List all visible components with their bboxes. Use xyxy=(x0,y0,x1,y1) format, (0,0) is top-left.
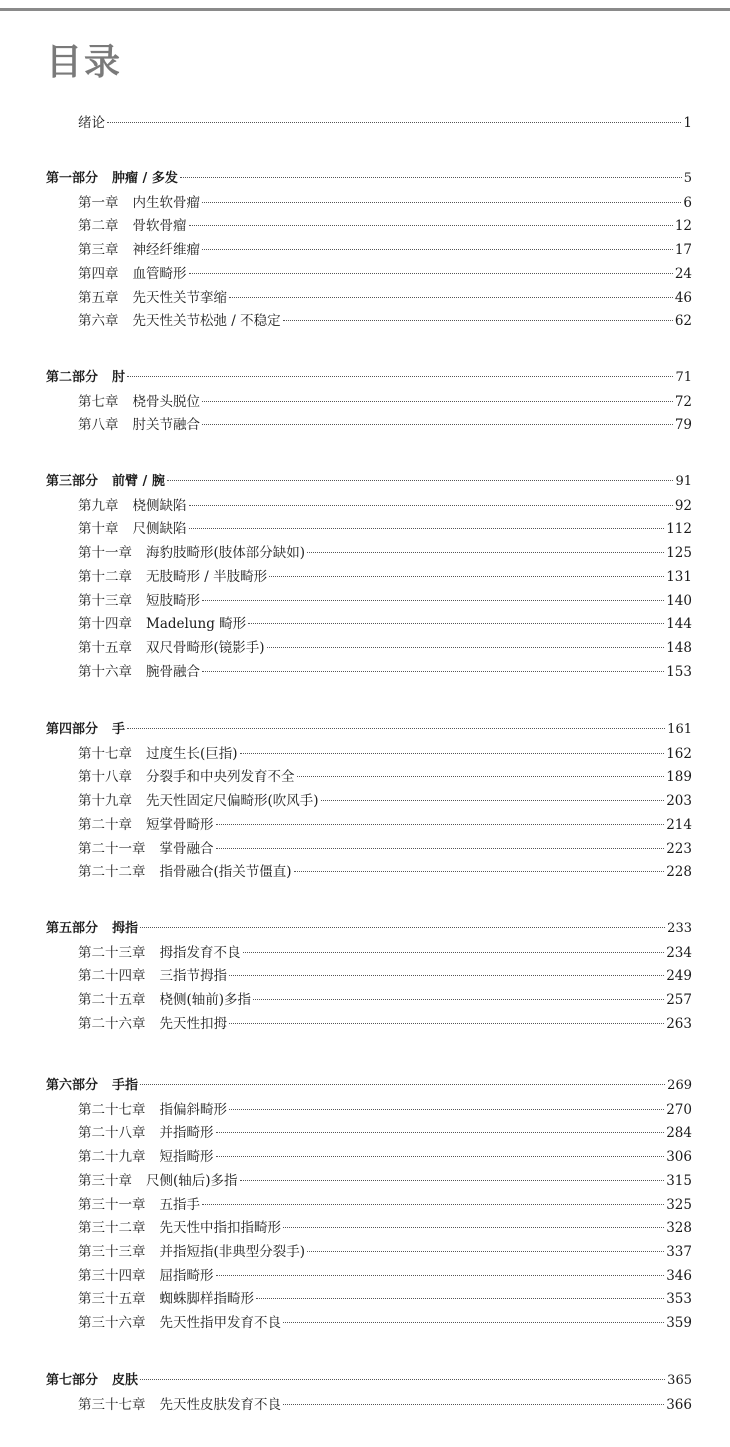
leader-dots xyxy=(307,1251,664,1252)
chapter-number: 第三十二章 xyxy=(78,1220,146,1237)
chapter-title: 海豹肢畸形(肢体部分缺如) xyxy=(146,545,306,562)
leader-dots xyxy=(202,1204,664,1205)
chapter-title: 分裂手和中央列发育不全 xyxy=(146,769,295,786)
chapter-number: 第八章 xyxy=(78,417,119,434)
leader-dots xyxy=(283,1227,664,1228)
leader-dots xyxy=(140,1379,665,1380)
chapter-title: 短肢畸形 xyxy=(146,592,200,609)
toc-chapter-entry[interactable] xyxy=(78,1217,692,1239)
part-number: 第六部分 xyxy=(46,1078,99,1093)
chapter-number: 第十六章 xyxy=(78,663,132,680)
toc-chapter-entry[interactable] xyxy=(78,1394,692,1416)
leader-dots xyxy=(248,623,664,624)
toc-part-5[interactable] xyxy=(46,918,692,940)
leader-dots xyxy=(167,480,674,481)
chapter-title: 先天性扣拇 xyxy=(159,1015,227,1032)
chapter-title: 桡侧缺陷 xyxy=(132,497,187,514)
leader-dots xyxy=(107,122,681,123)
leader-dots xyxy=(127,376,673,377)
page-title: 目录 xyxy=(46,42,123,83)
toc-chapter-entry[interactable] xyxy=(78,1013,692,1035)
chapter-number: 第二十六章 xyxy=(78,1015,146,1032)
leader-dots xyxy=(127,728,665,729)
chapter-number: 第三十三章 xyxy=(78,1243,146,1260)
leader-dots xyxy=(240,1180,665,1181)
leader-dots xyxy=(283,1404,664,1405)
part-title: 拇指 xyxy=(112,921,139,936)
chapter-title: 内生软骨瘤 xyxy=(132,194,200,211)
chapter-title: 短掌骨畸形 xyxy=(146,816,214,833)
part-number: 第七部分 xyxy=(46,1373,99,1388)
part-page: 71 xyxy=(675,370,692,385)
leader-dots xyxy=(321,800,665,801)
part-number: 第四部分 xyxy=(46,722,99,737)
chapter-page: 189 xyxy=(666,769,692,786)
chapter-number: 第三章 xyxy=(78,242,119,259)
chapter-title: 先天性关节松弛 / 不稳定 xyxy=(132,313,281,330)
toc-part-2[interactable] xyxy=(46,367,692,389)
chapter-title: 并指短指(非典型分裂手) xyxy=(159,1243,306,1260)
toc-chapter-entry[interactable] xyxy=(78,637,692,659)
part-page: 91 xyxy=(675,474,692,489)
leader-dots xyxy=(216,1275,665,1276)
chapter-page: 270 xyxy=(666,1101,692,1118)
chapter-page: 346 xyxy=(666,1267,692,1284)
chapter-title: 掌骨融合 xyxy=(159,840,214,857)
chapter-number: 第二十九章 xyxy=(78,1149,146,1166)
chapter-page: 306 xyxy=(666,1149,692,1166)
chapter-title: 无肢畸形 / 半肢畸形 xyxy=(146,568,268,585)
toc-chapter-entry[interactable] xyxy=(78,1170,692,1192)
chapter-title: 骨软骨瘤 xyxy=(132,218,187,235)
toc-chapter-entry[interactable] xyxy=(78,287,692,309)
toc-chapter-entry[interactable] xyxy=(78,590,692,612)
chapter-title: 腕骨融合 xyxy=(146,663,200,680)
chapter-title: 拇指发育不良 xyxy=(159,944,241,961)
part-title: 肿瘤 / 多发 xyxy=(112,171,178,186)
toc-entry-intro[interactable] xyxy=(78,112,692,134)
leader-dots xyxy=(202,424,673,425)
chapter-number: 第三十一章 xyxy=(78,1196,146,1213)
toc-chapter-entry[interactable] xyxy=(78,192,692,214)
chapter-page: 131 xyxy=(666,568,692,585)
chapter-title: Madelung 畸形 xyxy=(146,616,247,633)
chapter-page: 140 xyxy=(666,592,692,609)
leader-dots xyxy=(140,1084,665,1085)
leader-dots xyxy=(229,1023,664,1024)
chapter-page: 144 xyxy=(666,616,692,633)
chapter-page: 234 xyxy=(666,944,692,961)
leader-dots xyxy=(283,320,673,321)
toc-chapter-entry[interactable] xyxy=(78,566,692,588)
chapter-number: 第五章 xyxy=(78,289,119,306)
chapter-title: 蜘蛛脚样指畸形 xyxy=(159,1291,254,1308)
toc-part-1[interactable] xyxy=(46,168,692,190)
chapter-page: 284 xyxy=(666,1125,692,1142)
leader-dots xyxy=(229,297,673,298)
chapter-title: 先天性指甲发育不良 xyxy=(159,1315,281,1331)
chapter-page: 203 xyxy=(666,793,692,810)
leader-dots xyxy=(189,273,673,274)
toc-chapter-entry[interactable] xyxy=(78,861,692,883)
leader-dots xyxy=(202,249,673,250)
chapter-title: 桡侧(轴前)多指 xyxy=(159,992,252,1009)
chapter-number: 第二十二章 xyxy=(78,864,146,881)
chapter-number: 第三十六章 xyxy=(78,1315,146,1331)
chapter-number: 第二十三章 xyxy=(78,944,146,961)
toc-chapter-entry[interactable] xyxy=(78,263,692,285)
toc-part-7[interactable] xyxy=(46,1370,692,1392)
toc-chapter-entry[interactable] xyxy=(78,989,692,1011)
chapter-number: 第十三章 xyxy=(78,592,132,609)
part-title: 手指 xyxy=(112,1078,139,1093)
leader-dots xyxy=(216,824,665,825)
toc-chapter-entry[interactable] xyxy=(78,661,692,683)
toc-chapter-entry[interactable] xyxy=(78,1312,692,1334)
chapter-page: 359 xyxy=(666,1315,692,1331)
chapter-title: 屈指畸形 xyxy=(159,1267,214,1284)
chapter-number: 第十四章 xyxy=(78,616,132,633)
toc-entry-label: 绪论 xyxy=(78,115,105,131)
leader-dots xyxy=(294,871,665,872)
toc-chapter-entry[interactable] xyxy=(78,942,692,964)
chapter-page: 257 xyxy=(666,992,692,1009)
leader-dots xyxy=(202,671,664,672)
chapter-page: 263 xyxy=(666,1015,692,1032)
leader-dots xyxy=(240,753,665,754)
chapter-page: 328 xyxy=(666,1220,692,1237)
leader-dots xyxy=(216,1156,665,1157)
leader-dots xyxy=(202,401,673,402)
chapter-page: 62 xyxy=(674,313,692,330)
chapter-page: 12 xyxy=(674,218,692,235)
leader-dots xyxy=(269,576,664,577)
chapter-number: 第二十五章 xyxy=(78,992,146,1009)
leader-dots xyxy=(189,528,665,529)
chapter-number: 第二十七章 xyxy=(78,1101,146,1118)
chapter-title: 先天性中指扣指畸形 xyxy=(159,1220,281,1237)
chapter-number: 第十五章 xyxy=(78,639,132,656)
chapter-title: 指偏斜畸形 xyxy=(159,1101,227,1118)
part-number: 第三部分 xyxy=(46,474,99,489)
leader-dots xyxy=(189,505,673,506)
toc-chapter-entry[interactable] xyxy=(78,1146,692,1168)
toc-chapter-entry[interactable] xyxy=(78,613,692,635)
toc-chapter-entry[interactable] xyxy=(78,790,692,812)
chapter-page: 92 xyxy=(674,497,692,514)
toc-chapter-entry[interactable] xyxy=(78,838,692,860)
chapter-number: 第七章 xyxy=(78,393,119,410)
toc-chapter-entry[interactable] xyxy=(78,542,692,564)
chapter-title: 过度生长(巨指) xyxy=(146,745,238,762)
chapter-page: 79 xyxy=(674,417,692,434)
leader-dots xyxy=(189,225,673,226)
toc-chapter-entry[interactable] xyxy=(78,239,692,261)
part-page: 5 xyxy=(683,171,692,186)
leader-dots xyxy=(140,927,665,928)
chapter-number: 第十章 xyxy=(78,521,119,538)
chapter-title: 神经纤维瘤 xyxy=(132,242,200,259)
chapter-page: 353 xyxy=(666,1291,692,1308)
chapter-number: 第十二章 xyxy=(78,568,132,585)
chapter-page: 153 xyxy=(666,663,692,680)
top-rule xyxy=(0,8,730,11)
chapter-title: 先天性关节挛缩 xyxy=(132,289,227,306)
toc-chapter-entry[interactable] xyxy=(78,814,692,836)
leader-dots xyxy=(243,952,665,953)
chapter-title: 桡骨头脱位 xyxy=(132,393,200,410)
chapter-title: 短指畸形 xyxy=(159,1149,214,1166)
leader-dots xyxy=(256,1298,664,1299)
chapter-page: 24 xyxy=(674,265,692,282)
chapter-title: 三指节拇指 xyxy=(159,968,227,985)
leader-dots xyxy=(229,1109,664,1110)
toc-chapter-entry[interactable] xyxy=(78,1194,692,1216)
part-page: 161 xyxy=(667,722,692,737)
chapter-number: 第十一章 xyxy=(78,545,132,562)
chapter-title: 先天性固定尺偏畸形(吹风手) xyxy=(146,793,319,810)
chapter-number: 第一章 xyxy=(78,194,119,211)
leader-dots xyxy=(307,552,664,553)
chapter-number: 第二十一章 xyxy=(78,840,146,857)
chapter-number: 第三十七章 xyxy=(78,1396,146,1413)
leader-dots xyxy=(216,848,665,849)
chapter-page: 366 xyxy=(666,1396,692,1413)
chapter-page: 112 xyxy=(666,521,692,538)
chapter-number: 第二十八章 xyxy=(78,1125,146,1142)
chapter-title: 先天性皮肤发育不良 xyxy=(159,1396,281,1413)
chapter-page: 214 xyxy=(666,816,692,833)
chapter-page: 148 xyxy=(666,639,692,656)
toc-part-6[interactable] xyxy=(46,1075,692,1097)
part-number: 第二部分 xyxy=(46,370,99,385)
chapter-page: 249 xyxy=(666,968,692,985)
toc-chapter-entry[interactable] xyxy=(78,1265,692,1287)
chapter-title: 指骨融合(指关节僵直) xyxy=(159,864,292,881)
leader-dots xyxy=(216,1132,665,1133)
part-page: 233 xyxy=(667,921,692,936)
toc-chapter-entry[interactable] xyxy=(78,391,692,413)
chapter-title: 尺侧缺陷 xyxy=(132,521,187,538)
part-page: 365 xyxy=(667,1373,692,1388)
chapter-number: 第二十四章 xyxy=(78,968,146,985)
chapter-number: 第三十四章 xyxy=(78,1267,146,1284)
chapter-number: 第二十章 xyxy=(78,816,132,833)
toc-chapter-entry[interactable] xyxy=(78,414,692,436)
leader-dots xyxy=(180,177,682,178)
chapter-page: 46 xyxy=(674,289,692,306)
part-title: 手 xyxy=(112,722,126,737)
leader-dots xyxy=(283,1322,664,1323)
leader-dots xyxy=(253,999,664,1000)
chapter-title: 五指手 xyxy=(159,1196,200,1213)
leader-dots xyxy=(202,600,664,601)
chapter-page: 17 xyxy=(674,242,692,259)
chapter-number: 第三十五章 xyxy=(78,1291,146,1308)
chapter-number: 第六章 xyxy=(78,313,119,330)
toc-chapter-entry[interactable] xyxy=(78,1288,692,1310)
chapter-page: 228 xyxy=(666,864,692,881)
toc-part-3[interactable] xyxy=(46,471,692,493)
chapter-title: 肘关节融合 xyxy=(132,417,200,434)
toc-chapter-entry[interactable] xyxy=(78,743,692,765)
leader-dots xyxy=(229,975,664,976)
toc-chapter-entry[interactable] xyxy=(78,518,692,540)
toc-chapter-entry[interactable] xyxy=(78,495,692,517)
chapter-title: 双尺骨畸形(镜影手) xyxy=(146,639,265,656)
chapter-page: 162 xyxy=(666,745,692,762)
chapter-title: 血管畸形 xyxy=(132,265,187,282)
chapter-page: 6 xyxy=(683,194,692,211)
chapter-page: 72 xyxy=(674,393,692,410)
toc-chapter-entry[interactable] xyxy=(78,215,692,237)
chapter-number: 第十九章 xyxy=(78,793,132,810)
chapter-title: 并指畸形 xyxy=(159,1125,214,1142)
chapter-number: 第九章 xyxy=(78,497,119,514)
toc-chapter-entry[interactable] xyxy=(78,1099,692,1121)
leader-dots xyxy=(297,776,665,777)
chapter-title: 尺侧(轴后)多指 xyxy=(146,1172,238,1189)
toc-chapter-entry[interactable] xyxy=(78,1122,692,1144)
chapter-page: 315 xyxy=(666,1172,692,1189)
part-number: 第一部分 xyxy=(46,171,99,186)
leader-dots xyxy=(202,202,681,203)
leader-dots xyxy=(267,647,665,648)
chapter-number: 第十七章 xyxy=(78,745,132,762)
chapter-number: 第四章 xyxy=(78,265,119,282)
part-title: 肘 xyxy=(112,370,126,385)
chapter-number: 第十八章 xyxy=(78,769,132,786)
toc-entry-page: 1 xyxy=(683,115,692,131)
toc-chapter-entry[interactable] xyxy=(78,766,692,788)
chapter-page: 125 xyxy=(666,545,692,562)
part-number: 第五部分 xyxy=(46,921,99,936)
chapter-number: 第二章 xyxy=(78,218,119,235)
toc-chapter-entry[interactable] xyxy=(78,310,692,332)
part-title: 前臂 / 腕 xyxy=(112,474,165,489)
chapter-page: 223 xyxy=(666,840,692,857)
chapter-page: 325 xyxy=(666,1196,692,1213)
part-page: 269 xyxy=(667,1078,692,1093)
chapter-number: 第三十章 xyxy=(78,1172,132,1189)
toc-part-4[interactable] xyxy=(46,719,692,741)
toc-chapter-entry[interactable] xyxy=(78,1241,692,1263)
part-title: 皮肤 xyxy=(112,1373,139,1388)
toc-chapter-entry[interactable] xyxy=(78,965,692,987)
chapter-page: 337 xyxy=(666,1243,692,1260)
